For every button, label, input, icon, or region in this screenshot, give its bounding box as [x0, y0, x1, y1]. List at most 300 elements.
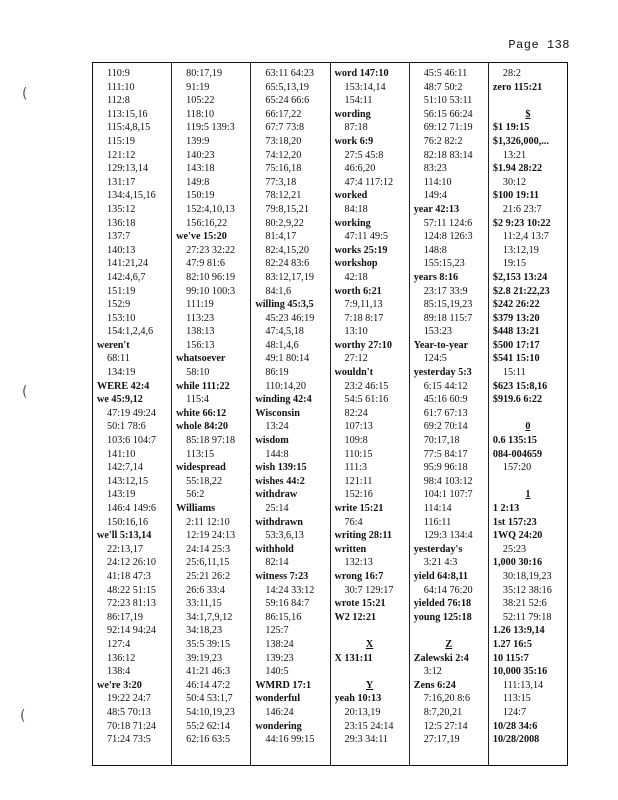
index-entry: 28:2: [502, 68, 521, 79]
index-headword: year 42:13: [413, 203, 460, 215]
index-entry: 115:4: [186, 394, 209, 406]
index-entry: 27:17,19: [423, 734, 460, 746]
page-number: Page 138: [508, 38, 570, 52]
index-headword: $100 19:11: [492, 190, 539, 202]
index-entry: 55:18,22: [186, 475, 223, 487]
index-entry: 53:3,6,13: [265, 530, 304, 542]
index-entry: 104:1 107:7: [423, 489, 473, 501]
margin-mark-middle: (: [22, 384, 28, 400]
index-entry: 25:14: [265, 503, 289, 514]
index-entry: 84:1,6: [265, 285, 292, 297]
index-entry: 137:7: [107, 231, 131, 243]
index-entry: 124:7: [502, 706, 527, 718]
spacer: [335, 665, 409, 679]
index-entry: 136:18: [107, 217, 136, 229]
index-entry: 3:12: [423, 666, 442, 678]
index-headword: withdraw: [255, 489, 298, 501]
index-headword: we're 3:20: [97, 679, 142, 691]
index-entry: 86:15,16: [265, 611, 302, 623]
index-entry: 152:4,10,13: [186, 203, 235, 215]
index-entry: 58:10: [186, 367, 210, 379]
index-entry: 113:23: [186, 312, 215, 324]
index-entry: 131:17: [107, 176, 136, 188]
index-entry: 27:23 32:22: [186, 244, 236, 256]
index-entry: 155:15,23: [423, 258, 465, 270]
index-entry: 86:19: [265, 367, 289, 379]
index-entry: 51:10 53:11: [423, 95, 473, 107]
index-entry: 150:16,16: [107, 516, 149, 528]
index-entry: 154:11: [344, 95, 373, 107]
index-entry: 12:5 27:14: [423, 720, 468, 732]
index-entry: 68:11: [107, 353, 130, 365]
index-entry: 153:23: [423, 326, 452, 338]
index-entry: 3:21 4:3: [423, 557, 458, 569]
index-entry: 143:12,15: [107, 475, 149, 487]
index-column-1: [93, 63, 172, 765]
section-letter: Y: [365, 679, 374, 691]
index-entry: 55:2 62:14: [186, 720, 231, 732]
index-entry: 142:4,6,7: [107, 271, 146, 283]
index-entry: 46:6,20: [344, 163, 376, 175]
index-entry: 140:23: [186, 149, 215, 161]
index-entry: 149:4: [423, 190, 447, 202]
index-headword: working: [334, 217, 371, 229]
index-headword: 0.6 135:15: [492, 435, 538, 447]
index-entry: 99:10 100:3: [186, 285, 236, 297]
index-entry: 34:18,23: [186, 625, 223, 637]
index-entry: 87:18: [344, 122, 368, 134]
index-entry: 152:16: [344, 489, 373, 501]
index-entry: 41:18 47:3: [107, 570, 151, 582]
index-headword: $623 15:8,16: [492, 380, 548, 392]
index-headword: works 25:19: [334, 244, 388, 256]
index-headword: we 45:9,12: [97, 394, 143, 406]
index-column-5: [410, 63, 489, 765]
index-entry: 138:13: [186, 326, 215, 338]
index-entry: 82:18 83:14: [423, 149, 473, 161]
index-entry: 57:11 124:6: [423, 217, 473, 229]
index-headword: workshop: [334, 258, 378, 270]
index-headword: word 147:10: [334, 68, 389, 79]
index-entry: 91:19: [186, 81, 210, 93]
index-entry: 116:11: [423, 516, 452, 528]
index-entry: 48:22 51:15: [107, 584, 156, 596]
index-entry: 23:15 24:14: [344, 720, 394, 732]
index-headword: wondering: [255, 720, 302, 732]
spacer: [493, 407, 567, 421]
index-entry: 83:12,17,19: [265, 271, 315, 283]
index-entry: 111:3: [344, 462, 367, 474]
index-headword: widespread: [176, 462, 226, 474]
index-entry: 143:18: [186, 163, 215, 175]
index-entry: 35:5 39:15: [186, 638, 231, 650]
index-entry: 140:13: [107, 244, 136, 256]
index-entry: 77:5 84:17: [423, 448, 468, 460]
index-entry: 19:22 24:7: [107, 693, 151, 705]
index-headword: Zens 6:24: [413, 679, 456, 691]
index-entry: 56:2: [186, 489, 205, 501]
index-entry: 14:24 33:12: [265, 584, 315, 596]
index-entry: 59:16 84:7: [265, 598, 310, 610]
index-entry: 142:7,14: [107, 462, 143, 474]
index-headword: $448 13:21: [492, 326, 540, 338]
index-headword: 084-004659: [492, 448, 543, 460]
index-entry: 74:12,20: [265, 149, 302, 161]
index-entry: 12:19 24:13: [186, 530, 236, 542]
index-entry: 81:4,17: [265, 231, 297, 243]
index-entry: 110:9: [107, 68, 130, 79]
index-headword: withhold: [255, 543, 294, 555]
index-headword: X 131:11: [334, 652, 373, 664]
index-headword: wishes 44:2: [255, 475, 305, 487]
index-entry: 118:10: [186, 108, 215, 120]
index-entry: 62:16 63:5: [186, 734, 231, 746]
index-headword: while 111:22: [176, 380, 230, 392]
index-entry: 48:5 70:13: [107, 706, 151, 718]
index-entry: 143:19: [107, 489, 136, 501]
index-headword: wonderful: [255, 693, 301, 705]
section-letter: $: [525, 108, 531, 120]
index-entry: 153:14,14: [344, 81, 386, 93]
index-headword: WMRD 17:1: [255, 679, 312, 691]
index-entry: 113:15,16: [107, 108, 148, 120]
index-headword: young 125:18: [413, 611, 472, 623]
index-entry: 38:21 52:6: [502, 598, 547, 610]
margin-mark-top: (: [22, 86, 28, 102]
index-entry: 85:18 97:18: [186, 435, 236, 447]
index-headword: Year-to-year: [413, 339, 469, 351]
index-entry: 21:6 23:7: [502, 203, 542, 215]
index-entry: 30:7 129:17: [344, 584, 394, 596]
index-entry: 39:19,23: [186, 652, 223, 664]
index-entry: 52:11 79:18: [502, 611, 552, 623]
index-entry: 76:2 82:2: [423, 135, 463, 147]
index-entry: 150:19: [186, 190, 215, 202]
index-entry: 111:13,14: [502, 679, 544, 691]
section-letter: 0: [525, 421, 531, 433]
index-headword: $2,153 13:24: [492, 271, 548, 283]
index-entry: 33:11,15: [186, 598, 222, 610]
index-entry: 35:12 38:16: [502, 584, 552, 596]
index-headword: write 15:21: [334, 503, 384, 514]
index-entry: 111:10: [107, 81, 135, 93]
index-headword: $1,326,000,...: [492, 135, 549, 147]
index-entry: 141:21,24: [107, 258, 149, 270]
index-headword: $919.6 6:22: [492, 394, 543, 406]
index-entry: 82:24 83:6: [265, 258, 310, 270]
spacer: [414, 624, 488, 638]
index-entry: 54:5 61:16: [344, 394, 389, 406]
index-headword: written: [334, 543, 367, 555]
index-headword: 1.27 16:5: [492, 638, 532, 650]
index-entry: 111:19: [186, 299, 214, 311]
index-headword: years 8:16: [413, 271, 459, 283]
index-entry: 110:15: [344, 448, 373, 460]
index-entry: 72:23 81:13: [107, 598, 156, 610]
index-entry: 56:15 66:24: [423, 108, 473, 120]
index-entry: 69:2 70:14: [423, 421, 468, 433]
index-entry: 139:23: [265, 652, 294, 664]
index-headword: yielded 76:18: [413, 598, 472, 610]
index-entry: 64:14 76:20: [423, 584, 473, 596]
index-entry: 48:1,4,6: [265, 339, 299, 351]
index-headword: W2 12:21: [334, 611, 377, 623]
index-entry: 105:22: [186, 95, 215, 107]
index-entry: 134:19: [107, 367, 136, 379]
index-entry: 73:18,20: [265, 135, 302, 147]
index-entry: 25:21 26:2: [186, 570, 231, 582]
index-entry: 27:12: [344, 353, 368, 365]
index-entry: 25:6,11,15: [186, 557, 230, 569]
index-entry: 140:5: [265, 666, 289, 678]
index-entry: 26:6 33:4: [186, 584, 225, 596]
index-column-6: [489, 63, 567, 765]
index-headword: winding 42:4: [255, 394, 312, 406]
index-headword: wisdom: [255, 435, 289, 447]
index-entry: 121:11: [344, 475, 373, 487]
index-headword: work 6:9: [334, 135, 374, 147]
index-headword: wish 139:15: [255, 462, 307, 474]
index-entry: 29:3 34:11: [344, 734, 389, 746]
spacer: [493, 475, 567, 489]
index-entry: 47:19 49:24: [107, 407, 156, 419]
index-entry: 125:7: [265, 625, 289, 637]
index-entry: 95:9 96:18: [423, 462, 468, 474]
index-entry: 92:14 94:24: [107, 625, 156, 637]
index-entry: 82:24: [344, 407, 368, 419]
index-entry: 70:18 71:24: [107, 720, 156, 732]
index-headword: wording: [334, 108, 371, 120]
index-entry: 30:18,19,23: [502, 570, 552, 582]
index-entry: 114:10: [423, 176, 452, 188]
index-entry: 30:12: [502, 176, 527, 188]
index-headword: Zalewski 2:4: [413, 652, 469, 664]
index-headword: 1WQ 24:20: [492, 530, 543, 542]
index-entry: 6:15 44:12: [423, 380, 468, 392]
index-entry: 80:2,9,22: [265, 217, 304, 229]
index-headword: yesterday 5:3: [413, 367, 472, 379]
index-entry: 47:4,5,18: [265, 326, 304, 338]
index-entry: 156:16,22: [186, 217, 228, 229]
index-entry: 141:10: [107, 448, 136, 460]
index-entry: 71:24 73:5: [107, 734, 151, 746]
index-entry: 103:6 104:7: [107, 435, 156, 447]
index-entry: 61:7 67:13: [423, 407, 468, 419]
index-entry: 146:24: [265, 706, 294, 718]
index-entry: 113:15: [186, 448, 215, 460]
index-entry: 8:7,20,21: [423, 706, 463, 718]
index-entry: 47:11 49:5: [344, 231, 389, 243]
index-headword: we'll 5:13,14: [97, 530, 152, 542]
index-entry: 79:8,15,21: [265, 203, 309, 215]
index-headword: 10,000 35:16: [492, 666, 548, 678]
index-entry: 67:7 73:8: [265, 122, 305, 134]
spacer: [493, 94, 567, 108]
index-headword: wouldn't: [334, 367, 374, 379]
index-headword: 1,000 30:16: [492, 557, 543, 569]
index-column-4: [331, 63, 410, 765]
index-entry: 63:11 64:23: [265, 68, 314, 79]
index-entry: 15:11: [502, 367, 526, 379]
index-headword: $242 26:22: [492, 299, 540, 311]
section-letter: X: [365, 638, 374, 650]
index-entry: 127:4: [107, 638, 131, 650]
index-entry: 13:21: [502, 149, 527, 161]
index-entry: 27:5 45:8: [344, 149, 384, 161]
index-headword: 1st 157:23: [492, 516, 537, 528]
index-entry: 134:4,15,16: [107, 190, 156, 202]
index-entry: 138:24: [265, 638, 294, 650]
index-entry: 11:2,4 13:7: [502, 231, 549, 243]
index-entry: 7:16,20 8:6: [423, 693, 471, 705]
index-entry: 124:5: [423, 353, 447, 365]
index-headword: WERE 42:4: [97, 380, 150, 392]
index-headword: worked: [334, 190, 368, 202]
index-entry: 112:8: [107, 95, 130, 107]
index-headword: $2.8 21:22,23: [492, 285, 550, 297]
index-entry: 77:3,18: [265, 176, 297, 188]
index-entry: 156:13: [186, 339, 215, 351]
index-entry: 82:14: [265, 557, 289, 569]
index-entry: 121:12: [107, 149, 136, 161]
index-headword: $500 17:17: [492, 339, 540, 351]
index-headword: we've 15:20: [176, 231, 227, 243]
index-entry: 80:17,19: [186, 68, 223, 79]
index-entry: 157:20: [502, 462, 532, 474]
index-entry: 124:8 126:3: [423, 231, 473, 243]
index-entry: 34:1,7,9,12: [186, 611, 233, 623]
index-entry: 13:10: [344, 326, 368, 338]
index-entry: 107:13: [344, 421, 373, 433]
index-entry: 82:4,15,20: [265, 244, 309, 256]
index-column-3: [251, 63, 330, 765]
index-entry: 50:4 53:1,7: [186, 693, 233, 705]
index-headword: $2 9:23 10:22: [492, 217, 551, 229]
margin-mark-bottom: (: [20, 708, 26, 724]
index-entry: 76:4: [344, 516, 363, 528]
index-headword: 1 2:13: [492, 503, 520, 514]
index-headword: yield 64:8,11: [413, 570, 469, 582]
index-headword: wrote 15:21: [334, 598, 386, 610]
index-entry: 42:18: [344, 271, 368, 283]
index-entry: 78:12,21: [265, 190, 302, 202]
index-table: [92, 62, 568, 766]
index-headword: withdrawn: [255, 516, 303, 528]
index-headword: 10 115:7: [492, 652, 529, 664]
index-headword: Williams: [176, 503, 216, 514]
index-headword: $541 15:10: [492, 353, 540, 365]
index-entry: 148:8: [423, 244, 447, 256]
index-headword: 10/28 34:6: [492, 720, 538, 732]
spacer: [335, 624, 409, 638]
index-headword: Wisconsin: [255, 407, 300, 419]
index-headword: weren't: [97, 339, 130, 351]
index-entry: 110:14,20: [265, 380, 306, 392]
index-entry: 149:8: [186, 176, 210, 188]
index-headword: whatsoever: [176, 353, 226, 365]
index-headword: 10/28/2008: [492, 734, 540, 746]
index-entry: 138:4: [107, 666, 131, 678]
index-entry: 49:1 80:14: [265, 353, 310, 365]
index-entry: 23:2 46:15: [344, 380, 389, 392]
index-entry: 98:4 103:12: [423, 475, 473, 487]
index-headword: $1.94 28:22: [492, 163, 543, 175]
index-headword: yeah 10:13: [334, 693, 382, 705]
index-entry: 115:4,8,15: [107, 122, 151, 134]
index-entry: 45:16 60:9: [423, 394, 468, 406]
index-entry: 132:13: [344, 557, 373, 569]
index-entry: 86:17,19: [107, 611, 143, 623]
index-entry: 45:23 46:19: [265, 312, 315, 324]
index-entry: 48:7 50:2: [423, 81, 463, 93]
index-entry: 119:5 139:3: [186, 122, 235, 134]
index-entry: 83:23: [423, 163, 447, 175]
index-entry: 84:18: [344, 203, 368, 215]
index-entry: 44:16 99:15: [265, 734, 315, 746]
index-entry: 66:17,22: [265, 108, 302, 120]
index-entry: 151:19: [107, 285, 136, 297]
index-headword: willing 45:3,5: [255, 299, 314, 311]
index-headword: worthy 27:10: [334, 339, 392, 351]
index-headword: wrong 16:7: [334, 570, 384, 582]
index-headword: zero 115:21: [492, 81, 543, 93]
index-entry: 46:14 47:2: [186, 679, 231, 691]
index-entry: 2:11 12:10: [186, 516, 230, 528]
index-entry: 13:24: [265, 421, 289, 433]
index-entry: 47:4 117:12: [344, 176, 394, 188]
index-entry: 41:21 46:3: [186, 666, 231, 678]
index-headword: $379 13:20: [492, 312, 540, 324]
index-headword: white 66:12: [176, 407, 227, 419]
index-headword: witness 7:23: [255, 570, 309, 582]
index-entry: 7:18 8:17: [344, 312, 384, 324]
index-entry: 152:9: [107, 299, 131, 311]
index-headword: worth 6:21: [334, 285, 382, 297]
index-entry: 45:5 46:11: [423, 68, 468, 79]
index-entry: 89:18 115:7: [423, 312, 473, 324]
index-headword: yesterday's: [413, 543, 463, 555]
index-entry: 54:10,19,23: [186, 706, 235, 718]
index-headword: writing 28:11: [334, 530, 392, 542]
index-entry: 144:8: [265, 448, 289, 460]
index-entry: 114:14: [423, 503, 452, 514]
index-entry: 22:13,17: [107, 543, 143, 555]
index-headword: 1.26 13:9,14: [492, 625, 545, 637]
index-entry: 129:13,14: [107, 163, 149, 175]
index-entry: 65:24 66:6: [265, 95, 310, 107]
index-entry: 20:13,19: [344, 706, 381, 718]
section-letter: Z: [445, 638, 453, 650]
index-entry: 25:23: [502, 543, 527, 555]
index-column-2: [172, 63, 251, 765]
section-letter: 1: [525, 489, 531, 501]
index-entry: 129:3 134:4: [423, 530, 473, 542]
index-entry: 113:15: [502, 693, 531, 705]
index-entry: 47:9 81:6: [186, 258, 225, 270]
index-entry: 85:15,19,23: [423, 299, 473, 311]
index-entry: 50:1 78:6: [107, 421, 146, 433]
index-entry: 75:16,18: [265, 163, 302, 175]
index-entry: 115:19: [107, 135, 135, 147]
index-entry: 13:12,19: [502, 244, 539, 256]
index-entry: 136:12: [107, 652, 136, 664]
index-entry: 24:14 25:3: [186, 543, 231, 555]
index-entry: 23:17 33:9: [423, 285, 468, 297]
index-entry: 70:17,18: [423, 435, 460, 447]
index-entry: 154:1,2,4,6: [107, 326, 154, 338]
index-headword: whole 84:20: [176, 421, 228, 433]
index-entry: 24:12 26:10: [107, 557, 156, 569]
